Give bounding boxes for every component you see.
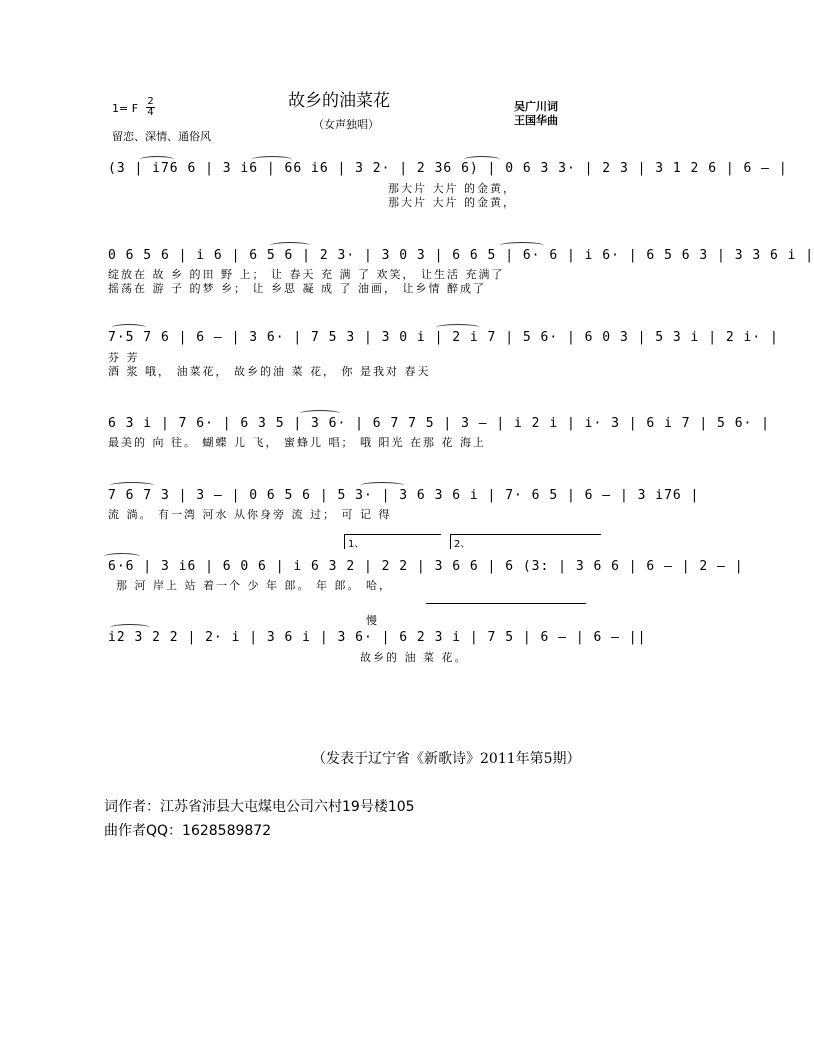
score-line-1-lyric-2: 那大片 大片 的金黄， [388,196,516,209]
slur [436,324,480,331]
score-line-3-notes: 7·5 7 6 | 6 — | 3 6· | 7 5 3 | 3 0 i | 2 i 7 | 5 6· | 6 0 3 | 5 3 i | 2 i· | [108,330,779,345]
score-line-5-lyric-1: 流 淌。 有一湾 河水 从你身旁 流 过； 可 记 得 [108,508,392,521]
score-line-7-lyric-1: 故乡的 油 菜 花。 [360,651,468,664]
score-line-3-lyric-1: 芬 芳 [108,351,140,364]
score-line-3-lyric-2: 酒 浆 哦， 油菜花， 故乡的油 菜 花， 你 是我对 春天 [108,365,431,378]
song-title: 故乡的油菜花 [288,91,390,111]
volta-2 [450,534,601,549]
volta-1 [344,534,441,549]
score-line-4-lyric-1: 最美的 向 往。 蝴蝶 儿 飞， 蜜蜂儿 唱； 哦 阳光 在那 花 海上 [108,436,486,449]
slur [300,410,340,417]
score-line-4-notes: 6 3 i | 7 6· | 6 3 5 | 3 6· | 6 7 7 5 | 3 — | i 2 i | i· 3 | 6 i 7 | 5 6· | [108,416,770,431]
volta-1-label: 1、 [348,539,365,550]
slur [110,624,150,631]
score-line-2-lyric-1: 绽放在 故 乡 的田 野 上； 让 春天 充 满 了 欢笑， 让生活 充满了 [108,268,505,281]
slur [500,242,544,249]
style-marking: 留恋、深情、通俗风 [112,130,211,143]
song-subtitle: （女声独唱） [313,118,379,131]
score-line-2-lyric-2: 摇荡在 游 子 的梦 乡； 让 乡思 凝 成 了 油画， 让乡情 醉成了 [108,282,486,295]
lyricist-address: 词作者：江苏省沛县大屯煤电公司六村19号楼105 [104,799,415,815]
key-signature: 1= F [112,102,139,115]
composer-contact: 曲作者QQ：1628589872 [104,823,272,839]
ending-bracket [426,603,586,604]
time-signature [146,97,155,118]
score-line-1-lyric-1: 那大片 大片 的金黄， [388,182,516,195]
score-line-1-notes: (3 | i76 6 | 3 i6 | 66 i6 | 3 2· | 2 36 6) | 0 6 3 3· | 2 3 | 3 1 2 6 | 6 — | [108,161,788,176]
time-signature-bottom: 4 [147,107,154,118]
slur [464,156,500,163]
score-line-5-notes: 7 6 7 3 | 3 — | 0 6 5 6 | 5 3· | 3 6 3 6 i | 7· 6 5 | 6 — | 3 i76 | [108,488,700,503]
score-line-6-lyric-1: 那 河 岸上 站 着一个 少 年 郎。 年 郎。 哈， [116,579,392,592]
lyricist-credit: 吴广川词 [514,100,558,113]
score-line-6-notes: 6·6 | 3 i6 | 6 0 6 | i 6 3 2 | 2 2 | 3 6 6 | 6 (3: | 3 6 6 | 6 — | 2 — | [108,559,744,574]
score-line-7-notes: i2 3 2 2 | 2· i | 3 6 i | 3 6· | 6 2 3 i | 7 5 | 6 — | 6 — || [108,630,647,645]
volta-2-label: 2、 [454,539,471,550]
slur [112,324,146,331]
slur [110,482,154,489]
slur [104,553,140,560]
composer-credit: 王国华曲 [514,114,558,127]
time-signature-top: 2 [147,96,154,107]
score-line-2-notes: 0 6 5 6 | i 6 | 6 5 6 | 2 3· | 3 0 3 | 6 6 5 | 6· 6 | i 6· | 6 5 6 3 | 3 3 6 i | [108,248,814,263]
publication-note: （发表于辽宁省《新歌诗》2011年第5期） [312,751,581,767]
slur [140,156,174,163]
tempo-marking: 慢 [366,614,377,627]
slur [360,482,404,489]
slur [270,242,310,249]
slur [252,156,292,163]
